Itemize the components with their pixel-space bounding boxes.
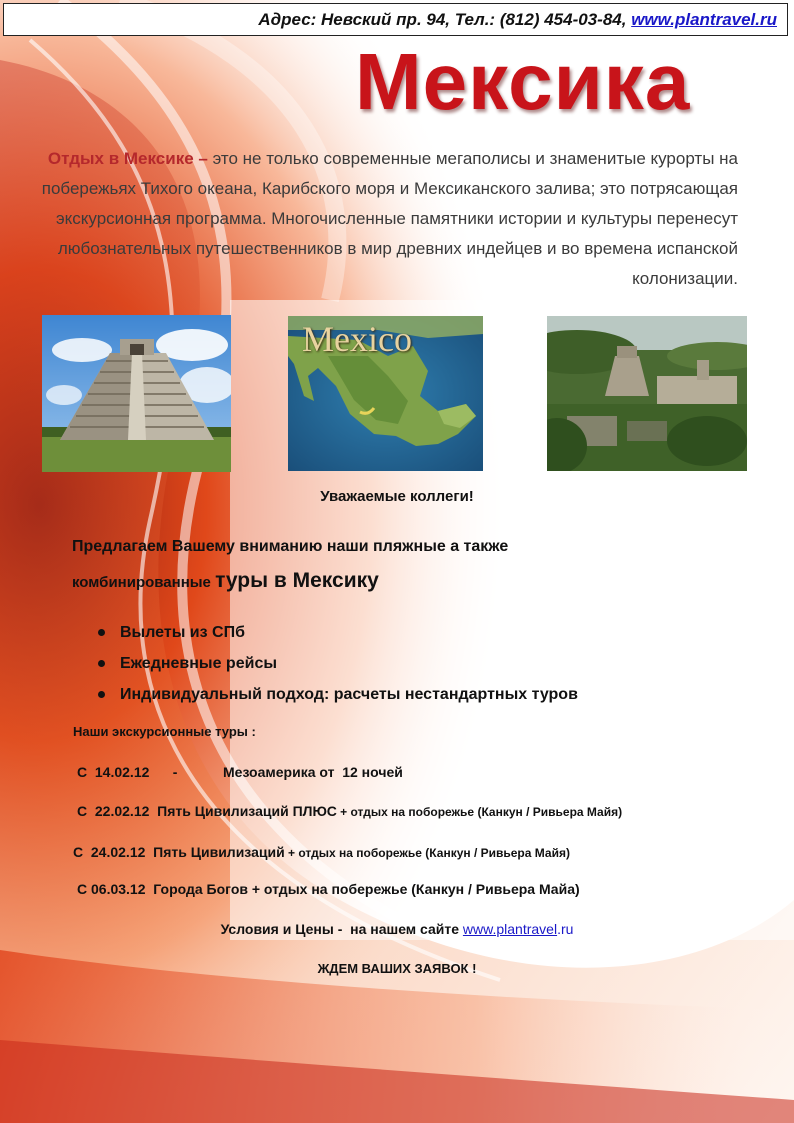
tour-row (73, 844, 570, 860)
website-link[interactable]: www.plantravel.ru (631, 10, 777, 29)
offer-line2-big: туры в Мексику (215, 569, 379, 592)
tour-extra: + отдых на поборежье (Канкун / Ривьера Майя) (284, 846, 570, 860)
await-requests: ЖДЕМ ВАШИХ ЗАЯВОК ! (317, 961, 477, 976)
intro-lead: Отдых в Мексике – (47, 149, 208, 168)
tour-extra: + отдых на поборежье (Канкун / Ривьера Майя) (336, 805, 623, 819)
address-text (258, 10, 777, 30)
tour-row (77, 881, 580, 897)
list-item: Ежедневные рейсы (98, 648, 578, 679)
address-label: Адрес: Невский пр. 94, Тел.: (812) 454-03-84, (258, 10, 627, 29)
intro-paragraph (40, 144, 738, 294)
tour-date: С 22.02.12 (77, 803, 150, 819)
list-item: Вылеты из СПб (98, 617, 578, 648)
offer-line1: Предлагаем Вашему вниманию наши пляжные а также (72, 538, 509, 555)
intro-text: это не только современные мегаполисы и знаменитые курорты на побережьях Тихого океана, Карибского моря и Мексиканского залива; это потрясающая экскурсионная программа. Многочисленные памятники истории и культуры перенесут любознательных путешественников в мир древних индейцев и во времена испанской колонизации. (41, 149, 738, 288)
tour-name: Пять Цивилизаций (153, 844, 285, 860)
conditions-link[interactable]: www.plantravel (462, 921, 558, 937)
conditions-line (0, 921, 794, 937)
mexico-map (288, 316, 483, 471)
tour-row (77, 764, 403, 780)
tour-date: С 06.03.12 (77, 881, 146, 897)
list-item: Индивидуальный подход: расчеты нестандартных туров (98, 679, 578, 710)
tour-name: Мезоамерика от 12 ночей (223, 764, 403, 780)
address-bar (3, 3, 788, 36)
ruins-photo (547, 316, 747, 471)
offer-line2-prefix: комбинированные (72, 574, 216, 591)
tour-name: Пять Цивилизаций ПЛЮС (157, 803, 337, 819)
tour-row (77, 803, 622, 819)
conditions-text: Условия и Цены - на нашем сайте (220, 921, 463, 937)
pyramid-photo (42, 315, 231, 472)
page-title: Мексика (355, 37, 691, 126)
offer-line2 (72, 564, 752, 600)
tour-date: С 24.02.12 (73, 844, 146, 860)
features-list (98, 617, 578, 710)
greeting: Уважаемые коллеги! (320, 488, 474, 505)
map-label: Mexico (302, 319, 412, 359)
tours-heading: Наши экскурсионные туры : (73, 724, 256, 739)
conditions-suffix: .ru (557, 921, 574, 937)
offer-text (72, 530, 752, 600)
tour-date: С 14.02.12 - (77, 764, 178, 780)
tour-name: Города Богов + отдых на побережье (Канкун / Ривьера Майа) (153, 881, 580, 897)
